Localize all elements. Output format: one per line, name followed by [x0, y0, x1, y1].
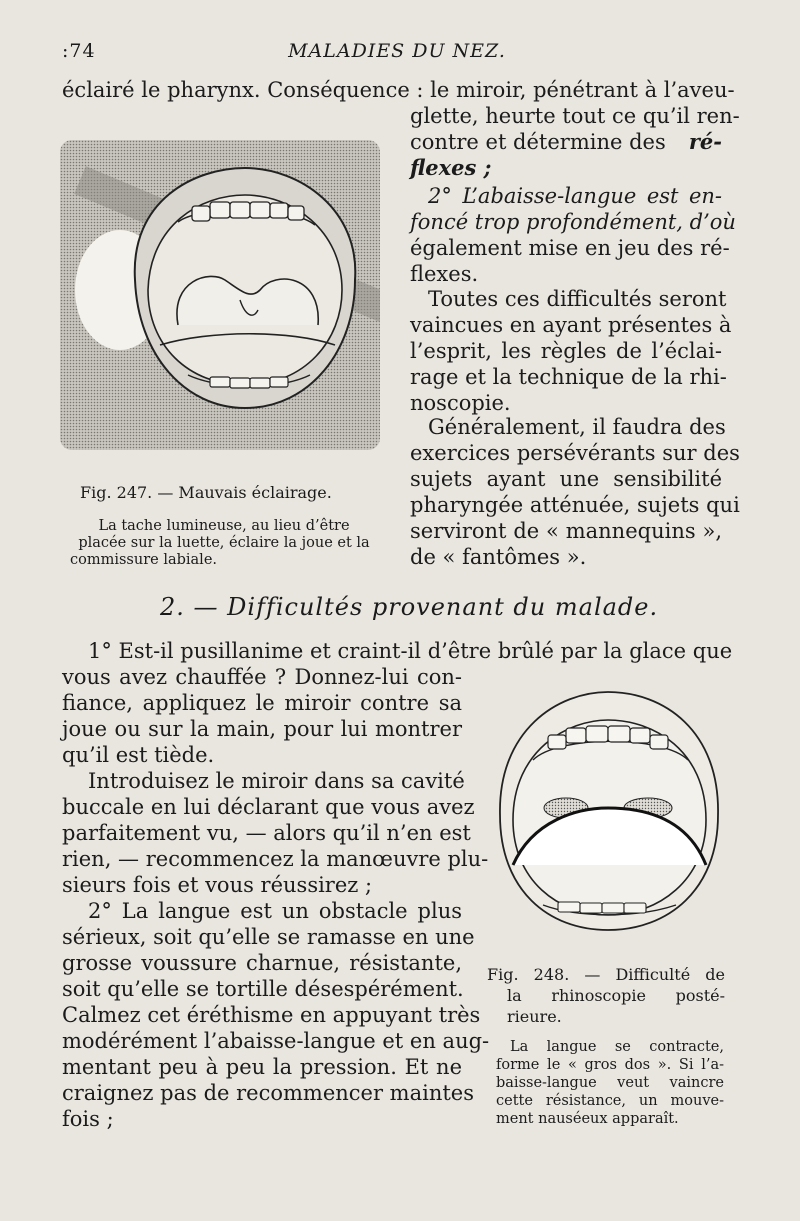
emphasis: flexes ;	[410, 155, 492, 180]
text-line: fois ;	[62, 1107, 114, 1131]
text-line	[410, 155, 491, 181]
text-line	[410, 129, 722, 155]
text-fragment: contre et détermine des	[410, 130, 666, 154]
text-line: glette, heurte tout ce qu’il ren-	[410, 104, 740, 128]
caption-line: forme le « gros dos ». Si l’a-	[496, 1057, 724, 1073]
figure-248-illustration	[488, 690, 728, 950]
text-line: Calmez cet éréthisme en appuyant très	[62, 1003, 481, 1027]
figure-247-illustration	[60, 140, 380, 450]
text-line: modérément l’abaisse-langue et en aug-	[62, 1029, 490, 1053]
text-line: pharyngée atténuée, sujets qui	[410, 493, 740, 517]
text-line: buccale en lui déclarant que vous avez	[62, 795, 475, 819]
figure-248-caption	[496, 1038, 724, 1128]
text-line: 1° Est-il pusillanime et craint-il d’être brûlé par la glace que	[88, 639, 733, 663]
text-line: exercices persévérants sur des	[410, 441, 740, 465]
figure-248-title	[487, 964, 725, 1027]
text-line: éclairé le pharynx. Conséquence : le miroir, pénétrant à l’aveu-	[62, 78, 735, 102]
text-line: qu’il est tiède.	[62, 743, 215, 767]
caption-line: cette résistance, un mouve-	[496, 1093, 724, 1109]
text-line: flexes.	[410, 262, 479, 286]
title-line: rieure.	[507, 1007, 562, 1026]
text-line: sujets ayant une sensibilité	[410, 467, 722, 491]
text-line	[428, 183, 722, 209]
caption-line: commissure labiale.	[70, 552, 218, 568]
caption-line: La langue se contracte,	[510, 1039, 724, 1055]
caption-line: La tache lumineuse, au lieu d’être	[98, 518, 350, 534]
caption-line: ment nauséeux apparaît.	[496, 1111, 679, 1127]
text-line: craignez pas de recommencer maintes	[62, 1081, 475, 1105]
page-number: :74	[62, 40, 96, 62]
caption-line: placée sur la luette, éclaire la joue et la	[78, 535, 370, 551]
text-line: soit qu’elle se tortille désespérément.	[62, 977, 464, 1001]
text-line: rien, — recommencez la manœuvre plu-	[62, 847, 489, 871]
text-line: fiance, appliquez le miroir contre sa	[62, 691, 462, 715]
text-line: parfaitement vu, — alors qu’il n’en est	[62, 821, 471, 845]
text-line: vous avez chauffée ? Donnez-lui con-	[62, 665, 462, 689]
text-line: rage et la technique de la rhi-	[410, 365, 727, 389]
title-line: Fig. 248. — Difficulté de	[487, 965, 725, 984]
text-line: sieurs fois et vous réussirez ;	[62, 873, 373, 897]
text-line: 2° La langue est un obstacle plus	[88, 899, 462, 923]
text-line: de « fantômes ».	[410, 545, 587, 569]
title-line: la rhinoscopie posté-	[507, 986, 725, 1005]
figure-247-title: Fig. 247. — Mauvais éclairage.	[80, 483, 332, 502]
text-line: Introduisez le miroir dans sa cavité	[88, 769, 465, 793]
text-line: mentant peu à peu la pression. Et ne	[62, 1055, 462, 1079]
text-line: également mise en jeu des ré-	[410, 236, 730, 260]
text-line: vaincues en ayant présentes à	[410, 313, 732, 337]
text-line: sérieux, soit qu’elle se ramasse en une	[62, 925, 475, 949]
page-header	[62, 40, 732, 70]
text-line: grosse voussure charnue, résistante,	[62, 951, 462, 975]
text-line: l’esprit, les règles de l’éclai-	[410, 339, 722, 363]
text-line: serviront de « mannequins »,	[410, 519, 722, 543]
text-line: noscopie.	[410, 391, 511, 415]
caption-line: baisse-langue veut vaincre	[496, 1075, 724, 1091]
text-line: Généralement, il faudra des	[428, 415, 726, 439]
figure-247-caption	[64, 518, 384, 569]
emphasis: ré-	[688, 129, 722, 154]
running-title: MALADIES DU NEZ.	[288, 40, 506, 62]
text-line: foncé trop profondément, d’où	[410, 210, 736, 234]
text-line: Toutes ces difficultés seront	[428, 287, 727, 311]
text-fragment: 2° L’abaisse-langue est en-	[428, 184, 722, 208]
section-heading: 2. — Difficultés provenant du malade.	[160, 593, 659, 621]
text-line: joue ou sur la main, pour lui montrer	[62, 717, 462, 741]
